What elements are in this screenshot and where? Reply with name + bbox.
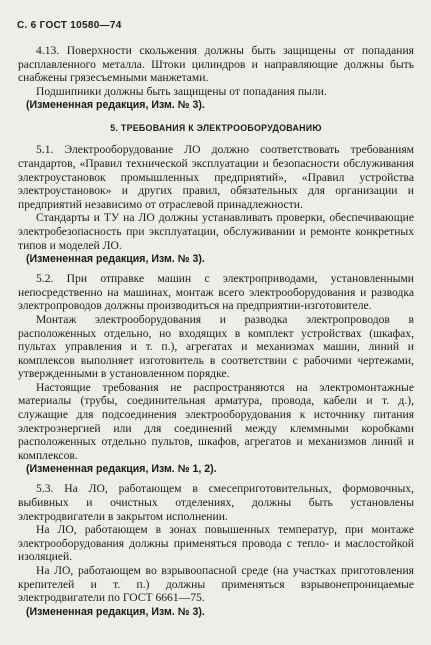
revision-note: (Измененная редакция, Изм. № 3).	[26, 605, 205, 618]
document-body	[18, 44, 414, 619]
paragraph: На ЛО, работающем во взрывоопасной среде (на участках приготовления крепителей и т. п.) должны применяться взрывонепроницаемые электродвигатели по ГОСТ 6661—75.	[18, 564, 414, 605]
paragraph: 5.2. При отправке машин с электроприводами, установленными непосредственно на машинах, монтаж всего электрооборудования и разводка электропроводов должны производиться на предприятии-изготовителе.	[18, 272, 414, 313]
revision-note: (Измененная редакция, Изм. № 3).	[26, 99, 205, 112]
paragraph: Настоящие требования не распространяются на электромонтажные материалы (трубы, соединительная арматура, провода, кабели и т. д.), служащие для подсоединения электрооборудования к источнику питания электроэнергией или для соединений между клеммными коробками расположенных отдельно пультов, шкафов, агрегатов и механизмов линий и комплексов.	[18, 380, 414, 462]
paragraph: 4.13. Поверхности скольжения должны быть защищены от попадания расплавленного металла. Штоки цилиндров и направляющие должны быть снабжены грязесъемными манжетами.	[18, 44, 414, 85]
revision-note: (Измененная редакция, Изм. № 1, 2).	[26, 463, 217, 476]
paragraph: 5.1. Электрооборудование ЛО должно соответствовать требованиям стандартов, «Правил технической эксплуатации и безопасности обслуживания электроустановок промышленных предприятий», «Правил устройства электроустановок» и других правил, обязательных для организации и предприятий независимо от отраслевой принадлежности.	[18, 143, 414, 211]
paragraph: 5.3. На ЛО, работающем в смесеприготовительных, формовочных, выбивных и очистных отделениях, должны быть установлены электродвигатели в закрытом исполнении.	[18, 482, 414, 523]
paragraph: Монтаж электрооборудования и разводка электропроводов в расположенных отдельно, но входящих в комплект устройствах (шкафах, пультах управления и т. п.), агрегатах и механизмах машин, линий и комплексов выполняет изготовитель в соответствии с рабочими чертежами, утвержденными в установленном порядке.	[18, 312, 414, 381]
paragraph: Стандарты и ТУ на ЛО должны устанавливать проверки, обеспечивающие электробезопасность при эксплуатации, обслуживании и ремонте конкретных типов и моделей ЛО.	[18, 211, 414, 252]
section-title: 5. ТРЕБОВАНИЯ К ЭЛЕКТРООБОРУДОВАНИЮ	[110, 123, 322, 134]
paragraph: На ЛО, работающем в зонах повышенных температур, при монтаже электрооборудования должны применяться провода с тепло- и маслостойкой изоляцией.	[18, 523, 414, 564]
paragraph: Подшипники должны быть защищены от попадания пыли.	[36, 84, 327, 98]
revision-note: (Измененная редакция, Изм. № 3).	[26, 253, 205, 266]
page-header: С. 6 ГОСТ 10580—74	[17, 20, 122, 31]
